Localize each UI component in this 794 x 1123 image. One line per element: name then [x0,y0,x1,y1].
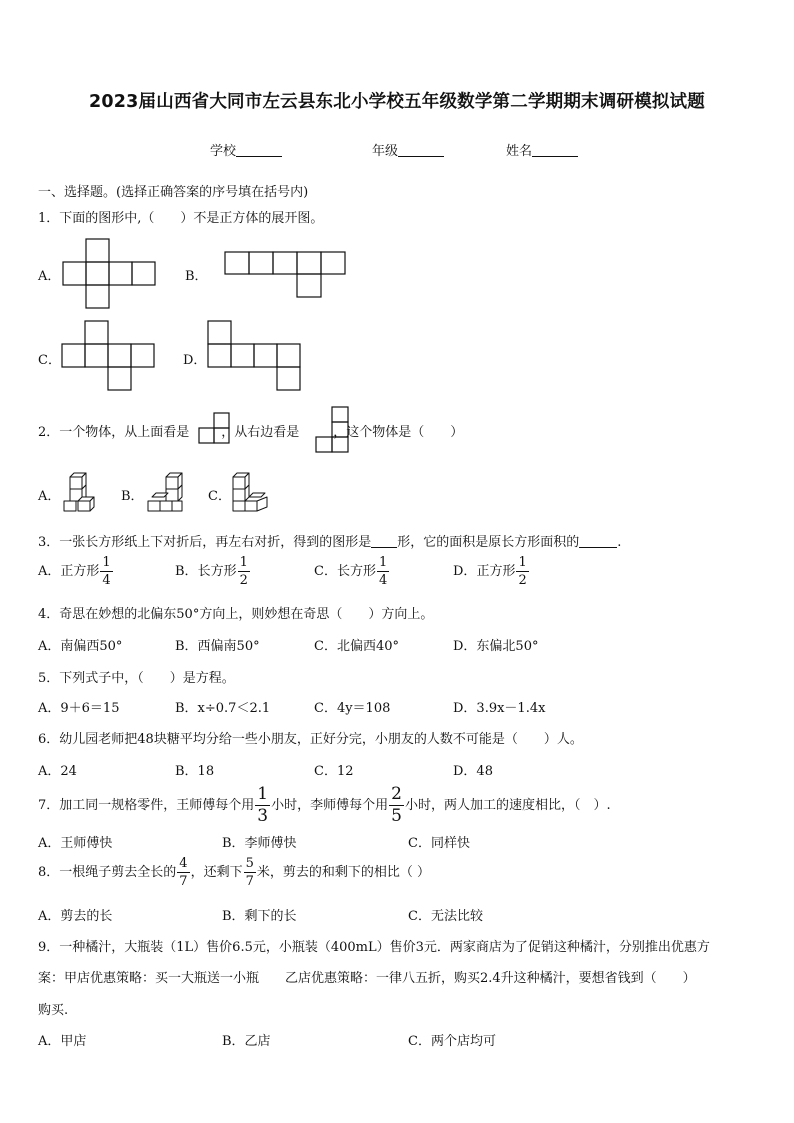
q9-line-3: 购买. [38,1003,69,1018]
q6-option-c[interactable]: C．12 [314,764,354,779]
q3-option-b[interactable] [175,556,251,587]
q3-b-denominator: 2 [239,573,248,588]
q4-option-b[interactable]: B．西偏南50° [175,639,260,654]
q3-option-a-text: 正方形 [60,564,100,579]
q3-option-c-text: 长方形 [336,564,376,579]
q3-c-denominator: 4 [378,573,388,588]
q7-stem-c: 小时，两人加工的速度相比，（ ）. [404,798,611,813]
q7-stem-b: 小时，李师傅每个用 [271,798,389,813]
q6-option-a[interactable]: A．24 [38,764,77,779]
page-title: 2023届山西省大同市左云县东北小学校五年级数学第二学期期末调研模拟试题 [89,92,705,112]
section-heading: 一、选择题。(选择正确答案的序号填在括号内) [38,185,309,200]
q8-stem-a: 8．一根绳子剪去全长的 [38,865,177,880]
q3-b-numerator: 1 [239,555,248,570]
q8-f1-denominator: 7 [179,874,188,889]
q3-option-d[interactable] [453,556,530,587]
q7-stem [38,786,611,825]
q9-option-a[interactable]: A．甲店 [38,1034,87,1049]
q4-option-a[interactable]: A．南偏西50° [38,639,123,654]
q1-net-c [62,321,158,391]
q3-option-b-text: 长方形 [197,564,237,579]
q2-stem [38,421,463,440]
q8-f1-numerator: 4 [179,856,188,871]
q3-option-a[interactable] [38,556,114,587]
q6-stem: 6．幼儿园老师把48块糖平均分给一些小朋友，正好分完，小朋友的人数不可能是（ ）人。 [38,732,583,747]
q2-top-view [199,413,231,445]
q7-stem-a: 7．加工同一规格零件，王师傅每个用 [38,798,255,813]
q5-option-a[interactable]: A．9＋6＝15 [38,701,120,716]
grade-field [372,140,444,159]
q1-option-d-label: D． [183,353,207,368]
q2-option-a-label: A． [38,489,61,504]
q9-option-c[interactable]: C．两个店均可 [408,1034,496,1049]
name-field [506,140,578,159]
q9-line-1: 9．一种橘汁，大瓶装（1L）售价6.5元，小瓶装（400mL）售价3元．两家商店为了促销这种橘汁，分别推出优惠方 [38,940,710,955]
name-blank [532,144,578,157]
q7-option-c[interactable]: C．同样快 [408,836,470,851]
q7-f1-numerator: 1 [257,784,269,804]
q2-option-c-label: C． [208,489,231,504]
q1-net-a [63,239,157,307]
q3-blank-1 [371,535,397,548]
q5-stem: 5．下列式子中，（ ）是方程。 [38,671,235,686]
q3-option-a-label: A． [38,564,61,579]
q7-f2-numerator: 2 [391,784,402,804]
q5-option-b[interactable]: B．x÷0.7＜2.1 [175,701,271,716]
grade-blank [398,144,444,157]
q3-a-denominator: 4 [102,573,111,588]
q7-f1-denominator: 3 [257,806,269,826]
q5-option-d[interactable]: D．3.9x－1.4x [453,701,546,716]
grade-label: 年级 [372,144,399,159]
q3-option-c-label: C． [314,564,337,579]
q3-option-d-text: 正方形 [476,564,516,579]
q8-stem-c: 米，剪去的和剩下的相比（ ） [256,865,430,880]
q7-f2-denominator: 5 [391,806,402,826]
q9-line-2: 案：甲店优惠策略：买一大瓶送一小瓶 乙店优惠策略：一律八五折，购买2.4升这种橘汁，要想省钱到（ ） [38,971,696,986]
q2-option-b-label: B． [121,489,144,504]
q2-stem-b: ，从右边看是 [221,425,300,440]
q3-option-d-label: D． [453,564,477,579]
q8-stem [38,857,430,888]
q2-side-view [316,407,350,455]
q3-d-denominator: 2 [518,573,527,588]
q2-stem-c: ，这个物体是（ ） [333,425,464,440]
q7-option-a[interactable]: A．王师傅快 [38,836,113,851]
school-field [210,140,282,159]
q3-option-c[interactable] [314,556,390,587]
q1-stem: 1．下面的图形中,（ ）不是正方体的展开图。 [38,211,324,226]
q8-option-b[interactable]: B．剩下的长 [222,909,297,924]
q9-option-b[interactable]: B．乙店 [222,1034,271,1049]
q3-a-numerator: 1 [102,555,111,570]
q4-option-d[interactable]: D．东偏北50° [453,639,539,654]
name-label: 姓名 [506,144,533,159]
q2-stem-a: 2．一个物体，从上面看是 [38,425,190,440]
q3-option-b-label: B． [175,564,198,579]
q3-stem-a: 3．一张长方形纸上下对折后，再左右对折，得到的图形是 [38,535,372,550]
q3-stem-b: 形，它的面积是原长方形面积的 [397,535,580,550]
q3-d-numerator: 1 [518,555,527,570]
q1-option-a-label: A． [38,269,61,284]
q6-option-b[interactable]: B．18 [175,764,215,779]
q6-option-d[interactable]: D．48 [453,764,493,779]
q3-blank-2 [579,535,617,548]
q8-option-a[interactable]: A．剪去的长 [38,909,113,924]
q2-solid-b [146,471,186,513]
q7-option-b[interactable]: B．李师傅快 [222,836,297,851]
q1-option-c-label: C． [38,353,61,368]
school-blank [236,144,282,157]
q2-solid-c [231,471,271,513]
q3-stem-c: . [617,535,622,550]
q8-f2-denominator: 7 [245,874,254,889]
q5-option-c[interactable]: C．4y＝108 [314,701,391,716]
q2-solid-a [62,471,98,513]
q4-stem: 4．奇思在妙想的北偏东50°方向上，则妙想在奇思（ ）方向上。 [38,607,434,622]
q1-option-b-label: B． [185,269,208,284]
q3-c-numerator: 1 [378,555,388,570]
school-label: 学校 [210,144,237,159]
q4-option-c[interactable]: C．北偏西40° [314,639,399,654]
q1-net-d [208,321,302,391]
q1-net-b [225,252,345,298]
q8-option-c[interactable]: C．无法比较 [408,909,483,924]
q8-f2-numerator: 5 [245,856,254,871]
q3-stem [38,531,621,550]
q8-stem-b: ，还剩下 [190,865,243,880]
